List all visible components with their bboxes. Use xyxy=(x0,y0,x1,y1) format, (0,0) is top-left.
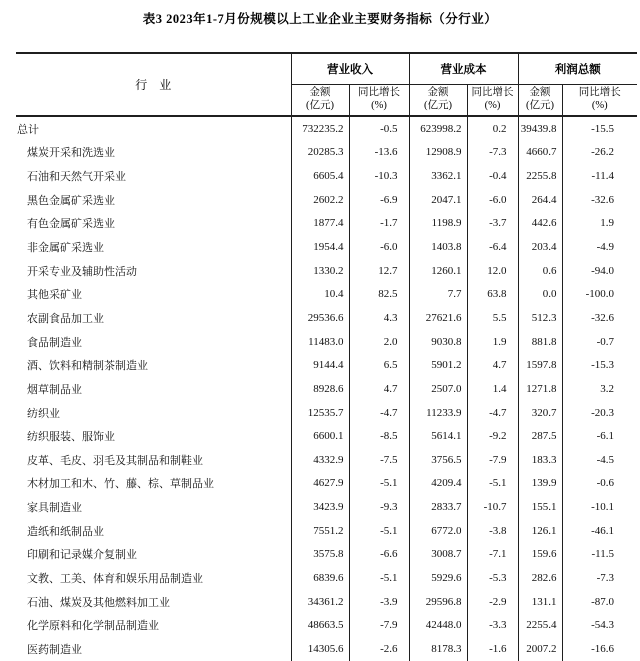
profit-growth-cell: -15.3 xyxy=(562,353,637,377)
table-row xyxy=(16,188,637,212)
profit-growth-cell: -87.0 xyxy=(562,590,637,614)
table-row xyxy=(16,495,637,519)
profit-amount-cell: 203.4 xyxy=(518,235,562,259)
revenue-growth-cell: -0.5 xyxy=(349,116,409,141)
revenue-amount-cell: 732235.2 xyxy=(291,116,349,141)
cost-growth-cell: -6.0 xyxy=(467,188,518,212)
column-header-revenue-growth xyxy=(349,85,409,117)
financial-indicators-table xyxy=(16,52,637,661)
revenue-amount-cell: 34361.2 xyxy=(291,590,349,614)
revenue-amount-cell: 9144.4 xyxy=(291,353,349,377)
cost-amount-cell: 2507.0 xyxy=(409,377,467,401)
revenue-growth-cell: 82.5 xyxy=(349,282,409,306)
table-row xyxy=(16,212,637,236)
subheader-amount-label: 金额 xyxy=(529,87,551,98)
industry-cell: 纺织业 xyxy=(27,407,60,420)
cost-growth-cell: -1.6 xyxy=(467,637,518,661)
industry-cell: 文教、工美、体育和娱乐用品制造业 xyxy=(27,572,203,585)
industry-cell: 食品制造业 xyxy=(27,336,82,349)
revenue-growth-cell: -5.1 xyxy=(349,566,409,590)
industry-cell: 木材加工和木、竹、藤、棕、草制品业 xyxy=(27,478,214,491)
revenue-growth-cell: -6.0 xyxy=(349,235,409,259)
subheader-growth-label: 同比增长 xyxy=(358,87,400,98)
revenue-amount-cell: 20285.3 xyxy=(291,141,349,165)
table-body xyxy=(16,116,637,661)
table-row xyxy=(16,401,637,425)
profit-growth-cell: -10.1 xyxy=(562,495,637,519)
profit-growth-cell: -54.3 xyxy=(562,613,637,637)
industry-cell: 农副食品加工业 xyxy=(27,312,104,325)
industry-cell: 石油、煤炭及其他燃料加工业 xyxy=(27,596,170,609)
cost-growth-cell: -5.1 xyxy=(467,472,518,496)
header-group-row xyxy=(16,53,637,85)
revenue-amount-cell: 7551.2 xyxy=(291,519,349,543)
column-header-profit-growth xyxy=(562,85,637,117)
cost-growth-cell: 12.0 xyxy=(467,259,518,283)
cost-amount-cell: 1198.9 xyxy=(409,212,467,236)
table-row xyxy=(16,448,637,472)
revenue-amount-cell: 6605.4 xyxy=(291,164,349,188)
profit-growth-cell: -15.5 xyxy=(562,116,637,141)
revenue-amount-cell: 29536.6 xyxy=(291,306,349,330)
profit-growth-cell: -4.9 xyxy=(562,235,637,259)
table-row xyxy=(16,566,637,590)
table-header xyxy=(16,53,637,116)
industry-cell: 皮革、毛皮、羽毛及其制品和制鞋业 xyxy=(27,454,203,467)
profit-growth-cell: -0.7 xyxy=(562,330,637,354)
profit-amount-cell: 159.6 xyxy=(518,543,562,567)
cost-amount-cell: 1403.8 xyxy=(409,235,467,259)
profit-growth-cell: -20.3 xyxy=(562,401,637,425)
cost-amount-cell: 3756.5 xyxy=(409,448,467,472)
cost-amount-cell: 5929.6 xyxy=(409,566,467,590)
revenue-amount-cell: 12535.7 xyxy=(291,401,349,425)
cost-amount-cell: 5901.2 xyxy=(409,353,467,377)
cost-growth-cell: -7.9 xyxy=(467,448,518,472)
cost-amount-cell: 1260.1 xyxy=(409,259,467,283)
profit-growth-cell: -26.2 xyxy=(562,141,637,165)
industry-cell: 化学原料和化学制品制造业 xyxy=(27,620,159,633)
subheader-growth-unit: (%) xyxy=(371,99,387,111)
cost-amount-cell: 8178.3 xyxy=(409,637,467,661)
industry-cell: 医药制造业 xyxy=(27,643,82,656)
profit-growth-cell: -11.4 xyxy=(562,164,637,188)
profit-amount-cell: 139.9 xyxy=(518,472,562,496)
cost-growth-cell: 0.2 xyxy=(467,116,518,141)
revenue-growth-cell: -7.5 xyxy=(349,448,409,472)
subheader-amount-unit: (亿元) xyxy=(424,99,452,111)
cost-growth-cell: -3.3 xyxy=(467,613,518,637)
cost-amount-cell: 11233.9 xyxy=(409,401,467,425)
cost-amount-cell: 29596.8 xyxy=(409,590,467,614)
page-title: 表3 2023年1-7月份规模以上工业企业主要财务指标（分行业） xyxy=(142,12,498,26)
cost-growth-cell: -6.4 xyxy=(467,235,518,259)
profit-growth-cell: -0.6 xyxy=(562,472,637,496)
cost-amount-cell: 623998.2 xyxy=(409,116,467,141)
column-group-operating-revenue: 营业收入 xyxy=(291,53,409,85)
revenue-amount-cell: 6839.6 xyxy=(291,566,349,590)
industry-cell: 家具制造业 xyxy=(27,502,82,515)
revenue-amount-cell: 1954.4 xyxy=(291,235,349,259)
cost-growth-cell: -5.3 xyxy=(467,566,518,590)
revenue-growth-cell: -6.9 xyxy=(349,188,409,212)
cost-amount-cell: 6772.0 xyxy=(409,519,467,543)
revenue-amount-cell: 4332.9 xyxy=(291,448,349,472)
revenue-amount-cell: 14305.6 xyxy=(291,637,349,661)
profit-amount-cell: 282.6 xyxy=(518,566,562,590)
revenue-growth-cell: -5.1 xyxy=(349,519,409,543)
revenue-growth-cell: -4.7 xyxy=(349,401,409,425)
cost-growth-cell: -4.7 xyxy=(467,401,518,425)
table-row xyxy=(16,330,637,354)
industry-cell: 黑色金属矿采选业 xyxy=(27,194,115,207)
industry-cell: 纺织服装、服饰业 xyxy=(27,431,115,444)
revenue-amount-cell: 6600.1 xyxy=(291,424,349,448)
table-row xyxy=(16,377,637,401)
industry-cell: 煤炭开采和洗选业 xyxy=(27,147,115,160)
profit-growth-cell: -46.1 xyxy=(562,519,637,543)
industry-cell: 印刷和记录媒介复制业 xyxy=(27,549,137,562)
table-row xyxy=(16,141,637,165)
table-row xyxy=(16,590,637,614)
cost-amount-cell: 2833.7 xyxy=(409,495,467,519)
profit-amount-cell: 2255.8 xyxy=(518,164,562,188)
subheader-amount-unit: (亿元) xyxy=(306,99,334,111)
profit-amount-cell: 2255.4 xyxy=(518,613,562,637)
profit-growth-cell: -11.5 xyxy=(562,543,637,567)
revenue-growth-cell: -9.3 xyxy=(349,495,409,519)
industry-cell: 烟草制品业 xyxy=(27,383,82,396)
profit-amount-cell: 126.1 xyxy=(518,519,562,543)
revenue-growth-cell: 12.7 xyxy=(349,259,409,283)
cost-growth-cell: -10.7 xyxy=(467,495,518,519)
revenue-growth-cell: -3.9 xyxy=(349,590,409,614)
profit-growth-cell: 3.2 xyxy=(562,377,637,401)
revenue-growth-cell: 2.0 xyxy=(349,330,409,354)
profit-growth-cell: -32.6 xyxy=(562,306,637,330)
profit-growth-cell: -94.0 xyxy=(562,259,637,283)
table-row xyxy=(16,519,637,543)
subheader-growth-label: 同比增长 xyxy=(578,87,621,98)
cost-amount-cell: 27621.6 xyxy=(409,306,467,330)
profit-amount-cell: 2007.2 xyxy=(518,637,562,661)
revenue-growth-cell: -13.6 xyxy=(349,141,409,165)
revenue-amount-cell: 10.4 xyxy=(291,282,349,306)
profit-amount-cell: 512.3 xyxy=(518,306,562,330)
table-row xyxy=(16,353,637,377)
profit-growth-cell: -100.0 xyxy=(562,282,637,306)
revenue-growth-cell: -6.6 xyxy=(349,543,409,567)
revenue-amount-cell: 48663.5 xyxy=(291,613,349,637)
industry-cell: 有色金属矿采选业 xyxy=(27,218,115,231)
revenue-amount-cell: 1877.4 xyxy=(291,212,349,236)
cost-growth-cell: 5.5 xyxy=(467,306,518,330)
cost-amount-cell: 42448.0 xyxy=(409,613,467,637)
revenue-growth-cell: -8.5 xyxy=(349,424,409,448)
cost-amount-cell: 2047.1 xyxy=(409,188,467,212)
subheader-amount-label: 金额 xyxy=(427,87,449,98)
profit-amount-cell: 287.5 xyxy=(518,424,562,448)
industry-cell: 造纸和纸制品业 xyxy=(27,525,104,538)
column-header-revenue-amount xyxy=(291,85,349,117)
subheader-growth-unit: (%) xyxy=(484,99,501,111)
cost-growth-cell: -3.8 xyxy=(467,519,518,543)
cost-amount-cell: 4209.4 xyxy=(409,472,467,496)
revenue-growth-cell: 4.3 xyxy=(349,306,409,330)
profit-amount-cell: 442.6 xyxy=(518,212,562,236)
revenue-growth-cell: 6.5 xyxy=(349,353,409,377)
cost-growth-cell: 1.4 xyxy=(467,377,518,401)
revenue-amount-cell: 4627.9 xyxy=(291,472,349,496)
revenue-growth-cell: -1.7 xyxy=(349,212,409,236)
industry-cell: 酒、饮料和精制茶制造业 xyxy=(27,360,148,373)
table-row xyxy=(16,637,637,661)
table-row xyxy=(16,259,637,283)
cost-growth-cell: 4.7 xyxy=(467,353,518,377)
subheader-amount-label: 金额 xyxy=(309,87,331,98)
revenue-amount-cell: 3575.8 xyxy=(291,543,349,567)
table-row xyxy=(16,116,637,141)
cost-amount-cell: 5614.1 xyxy=(409,424,467,448)
profit-amount-cell: 1597.8 xyxy=(518,353,562,377)
profit-amount-cell: 1271.8 xyxy=(518,377,562,401)
subheader-growth-unit: (%) xyxy=(591,99,608,111)
revenue-growth-cell: -10.3 xyxy=(349,164,409,188)
table-row xyxy=(16,472,637,496)
profit-amount-cell: 155.1 xyxy=(518,495,562,519)
column-header-profit-amount xyxy=(518,85,562,117)
cost-growth-cell: -2.9 xyxy=(467,590,518,614)
cost-growth-cell: 1.9 xyxy=(467,330,518,354)
profit-amount-cell: 4660.7 xyxy=(518,141,562,165)
industry-cell: 开采专业及辅助性活动 xyxy=(27,265,137,278)
profit-amount-cell: 131.1 xyxy=(518,590,562,614)
column-header-industry: 行 业 xyxy=(16,53,291,116)
revenue-growth-cell: -2.6 xyxy=(349,637,409,661)
cost-growth-cell: 63.8 xyxy=(467,282,518,306)
revenue-growth-cell: -7.9 xyxy=(349,613,409,637)
profit-growth-cell: -16.6 xyxy=(562,637,637,661)
profit-growth-cell: 1.9 xyxy=(562,212,637,236)
profit-growth-cell: -6.1 xyxy=(562,424,637,448)
profit-amount-cell: 0.6 xyxy=(518,259,562,283)
cost-growth-cell: -7.3 xyxy=(467,141,518,165)
profit-growth-cell: -4.5 xyxy=(562,448,637,472)
subheader-growth-label: 同比增长 xyxy=(471,87,514,98)
revenue-amount-cell: 11483.0 xyxy=(291,330,349,354)
table-row xyxy=(16,424,637,448)
industry-cell: 其他采矿业 xyxy=(27,289,82,302)
column-group-operating-cost: 营业成本 xyxy=(409,53,518,85)
revenue-amount-cell: 2602.2 xyxy=(291,188,349,212)
profit-amount-cell: 320.7 xyxy=(518,401,562,425)
industry-cell: 非金属矿采选业 xyxy=(27,242,104,255)
revenue-amount-cell: 3423.9 xyxy=(291,495,349,519)
column-header-cost-growth xyxy=(467,85,518,117)
cost-amount-cell: 7.7 xyxy=(409,282,467,306)
cost-growth-cell: -9.2 xyxy=(467,424,518,448)
profit-amount-cell: 0.0 xyxy=(518,282,562,306)
table-row xyxy=(16,306,637,330)
cost-amount-cell: 3008.7 xyxy=(409,543,467,567)
profit-growth-cell: -7.3 xyxy=(562,566,637,590)
table-row xyxy=(16,235,637,259)
profit-growth-cell: -32.6 xyxy=(562,188,637,212)
industry-cell: 石油和天然气开采业 xyxy=(27,171,126,184)
profit-amount-cell: 881.8 xyxy=(518,330,562,354)
cost-growth-cell: -0.4 xyxy=(467,164,518,188)
profit-amount-cell: 183.3 xyxy=(518,448,562,472)
cost-amount-cell: 12908.9 xyxy=(409,141,467,165)
column-header-cost-amount xyxy=(409,85,467,117)
revenue-amount-cell: 1330.2 xyxy=(291,259,349,283)
table-row xyxy=(16,543,637,567)
table-row xyxy=(16,164,637,188)
revenue-amount-cell: 8928.6 xyxy=(291,377,349,401)
revenue-growth-cell: -5.1 xyxy=(349,472,409,496)
revenue-growth-cell: 4.7 xyxy=(349,377,409,401)
subheader-amount-unit: (亿元) xyxy=(526,99,554,111)
industry-cell: 总计 xyxy=(17,123,39,136)
cost-amount-cell: 9030.8 xyxy=(409,330,467,354)
cost-growth-cell: -7.1 xyxy=(467,543,518,567)
cost-growth-cell: -3.7 xyxy=(467,212,518,236)
profit-amount-cell: 264.4 xyxy=(518,188,562,212)
cost-amount-cell: 3362.1 xyxy=(409,164,467,188)
column-group-total-profit: 利润总额 xyxy=(518,53,637,85)
profit-amount-cell: 39439.8 xyxy=(518,116,562,141)
table-row xyxy=(16,282,637,306)
table-row xyxy=(16,613,637,637)
